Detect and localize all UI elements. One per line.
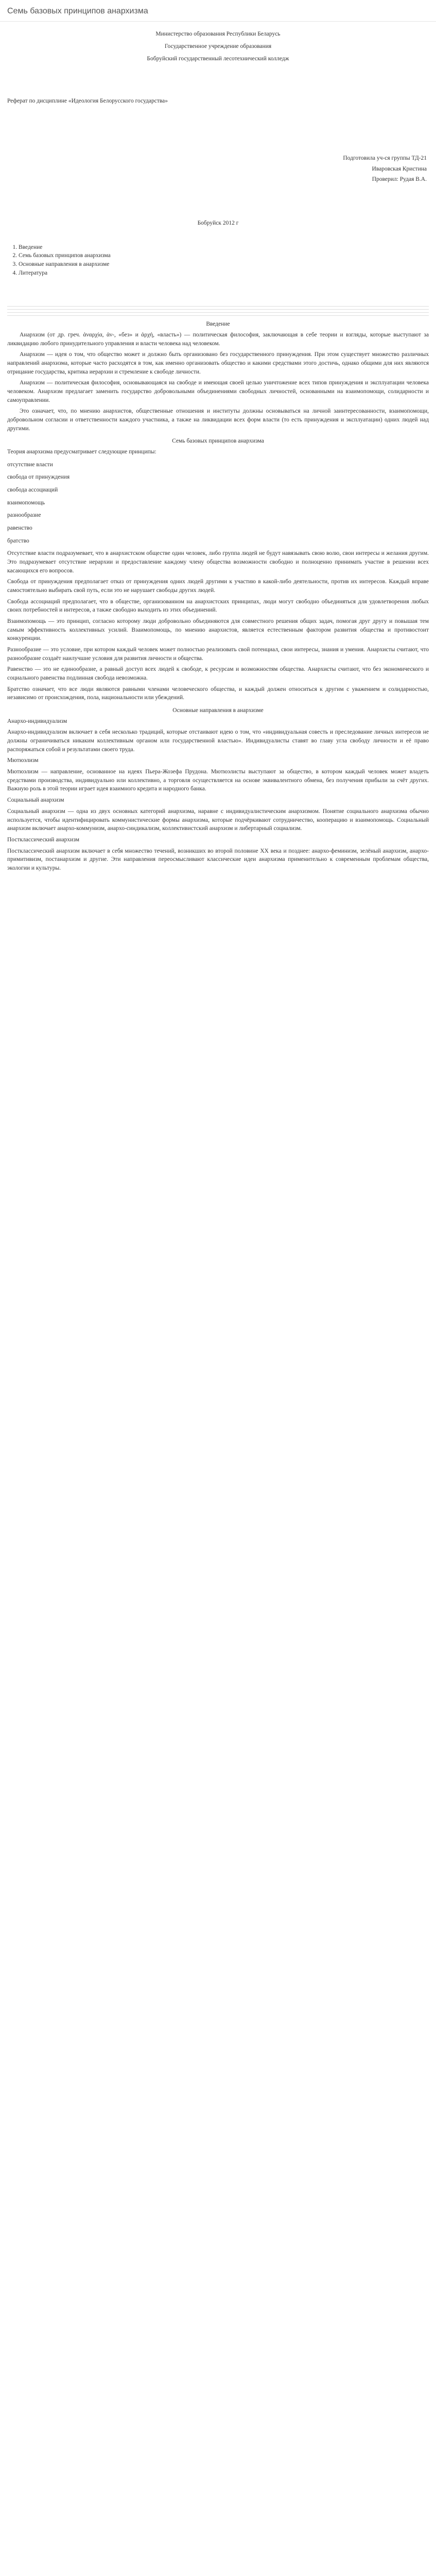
plan-item: 3. Основные направления в анархизме [19,260,429,269]
intro-paragraph: Анархизм (от др. греч. ἀναρχία, ἀν-, «без» и ἀρχή, «власть») — политическая философия, заключающая в себе теории и взгляды, которые выступают за ликвидацию любого принудительного управления и власти человека над человеком. [7,331,429,347]
author-block [7,154,429,184]
principle-paragraph: Разнообразие — это условие, при котором каждый человек может полностью реализовать свой потенциал, свои интересы, знания и умения. Анархисты считают, что разнообразие создаёт наилучшие условия для развития личности и общества. [7,647,429,662]
principle-item: свобода от принуждения [7,474,70,481]
ministry-line: Министерство образования Республики Беларусь [155,31,281,38]
author-checker: Проверил: Рудая В.А. [372,176,427,183]
place-and-year: Бобруйск 2012 г [197,219,239,226]
direction-text: Анархо-индивидуализм включает в себя несколько традиций, которые отстаивают идею о том, что «индивидуальная совесть и преследование личных интересов не должны ограничиваться никаким коллективным органом или государственной властью». Индивидуалисты ставят во главу угла свободу личности и её право распоряжаться собой и результатами своего труда. [7,729,429,753]
principles-heading: Семь базовых принципов анархизма [172,438,264,445]
direction-title: Анархо-индивидуализм [7,718,67,724]
plan-item: 1. Введение [19,243,429,252]
principle-item: отсутствие власти [7,461,53,468]
principle-paragraph: Взаимопомощь — это принцип, согласно которому люди добровольно объединяются для совместного решения общих задач, помогая друг другу и повышая тем самым эффективность коллективных усилий. Взаимопомощь, по мнению анархистов, является естественным фактором развития общества и противостоит конкуренции. [7,618,429,642]
intro-paragraph: Анархизм — политическая философия, основывающаяся на свободе и имеющая своей целью уничтожение всех типов принуждения и эксплуатации человека человеком. Анархизм предлагает заменить государство добровольными объединениями свободных личностей, основанными на взаимопомощи, солидарности и самоуправлении. [7,380,429,403]
plan-item: 4. Литература [19,269,429,278]
direction-text: Постклассический анархизм включает в себя множество течений, возникших во второй половине XX века и позднее: анархо-феминизм, зелёный анархизм, анархо-примитивизм, постанархизм и другие. Эти направления переосмысливают классические идеи анархизма применительно к современным проблемам общества, экологии и культуры. [7,848,429,871]
plan-list [7,243,429,278]
direction-text: Социальный анархизм — одна из двух основных категорий анархизма, наравне с индивидуалистическим анархизмом. Понятие социального анархизма обычно используется, чтобы идентифицировать коммунистические формы анархизма, которые подчёркивают сотрудничество, кооперацию и взаимопомощь. Социальный анархизм включает анархо-коммунизм, анархо-синдикализм, коллективистский анархизм и либертарный социализм. [7,808,429,832]
direction-text: Мютюэлизм — направление, основанное на идеях Пьера-Жозефа Прудона. Мютюэлисты выступают за общество, в котором каждый человек может владеть средствами производства, индивидуально или коллективно, а торговля осуществляется на основе эквивалентного обмена, без получения прибыли за счёт других. Важную роль в этой теории играет идея взаимного кредита и народного банка. [7,769,429,792]
institution-line: Государственное учреждение образования [164,43,272,49]
college-line: Бобруйский государственный лесотехнический колледж [147,55,289,62]
direction-title: Социальный анархизм [7,797,64,804]
principle-paragraph: Равенство — это не единообразие, а равный доступ всех людей к свободе, к ресурсам и возможностям общества. Анархисты считают, что без экономического и социального равенства подлинная свобода невозможна. [7,666,429,682]
principle-paragraph: Свобода ассоциаций предполагает, что в обществе, организованном на анархистских принципах, люди могут свободно объединяться для удовлетворения любых своих потребностей и интересов, а также свободно выходить из этих объединений. [7,598,429,614]
intro-paragraph: Это означает, что, по мнению анархистов, общественные отношения и институты должны основываться на личной заинтересованности, взаимопомощи, добровольном согласии и ответственности каждого участника, а также на ликвидации всех форм власти (то есть принуждения и эксплуатации) одних людей над другими. [7,408,429,432]
introduction-section [7,320,429,433]
principle-paragraph: Свобода от принуждения предполагает отказ от принуждения одних людей другими к участию в какой-либо деятельности, против их интересов. Каждый вправе самостоятельно выбирать свой путь, если это не нарушает свободы других людей. [7,579,429,594]
principle-item: взаимопомощь [7,499,45,506]
principle-item: братство [7,537,29,544]
principle-paragraph: Отсутствие власти подразумевает, что в анархистском обществе один человек, либо группа людей не будут навязывать свою волю, свои интересы и желания другим. Это подразумевает отсутствие иерархии и предоставление каждому члену общества возможности свободно и полноценно принимать участие в решении всех касающихся его вопросов. [7,550,429,574]
page-title: Семь базовых принципов анархизма [0,0,436,22]
direction-title: Мютюэлизм [7,757,39,764]
document-body [0,30,436,872]
author-group: Подготовила уч-ся группы ТД-21 [343,155,427,161]
directions-section [7,706,429,872]
principle-item: свобода ассоциаций [7,487,58,493]
principle-paragraph: Братство означает, что все люди являются равными членами человеческого общества, и каждый должен относиться к другим с уважением и солидарностью, независимо от происхождения, пола, национальности или убеждений. [7,686,429,701]
intro-paragraph: Анархизм — идея о том, что общество может и должно быть организовано без государственного принуждения. При этом существует множество различных направлений анархизма, которые часто расходятся в том, как именно организовать общество и какими средствами этого достичь, однако общими для них являются отрицание государства, критика иерархии и стремление к свободе личности. [7,351,429,375]
direction-title: Постклассический анархизм [7,836,79,843]
principle-item: разнообразие [7,512,41,519]
page-separator [7,306,429,316]
principles-section [7,437,429,702]
essay-subject: Реферат по дисциплине «Идеология Белорусского государства» [7,98,168,105]
directions-heading: Основные направления в анархизме [172,707,264,714]
principles-lead: Теория анархизма предусматривает следующие принципы: [7,448,156,455]
intro-heading: Введение [206,321,230,328]
principle-item: равенство [7,525,32,532]
author-name: Иваровская Кристина [372,165,427,172]
title-page-header [7,30,429,63]
plan-item: 2. Семь базовых принципов анархизма [19,251,429,260]
